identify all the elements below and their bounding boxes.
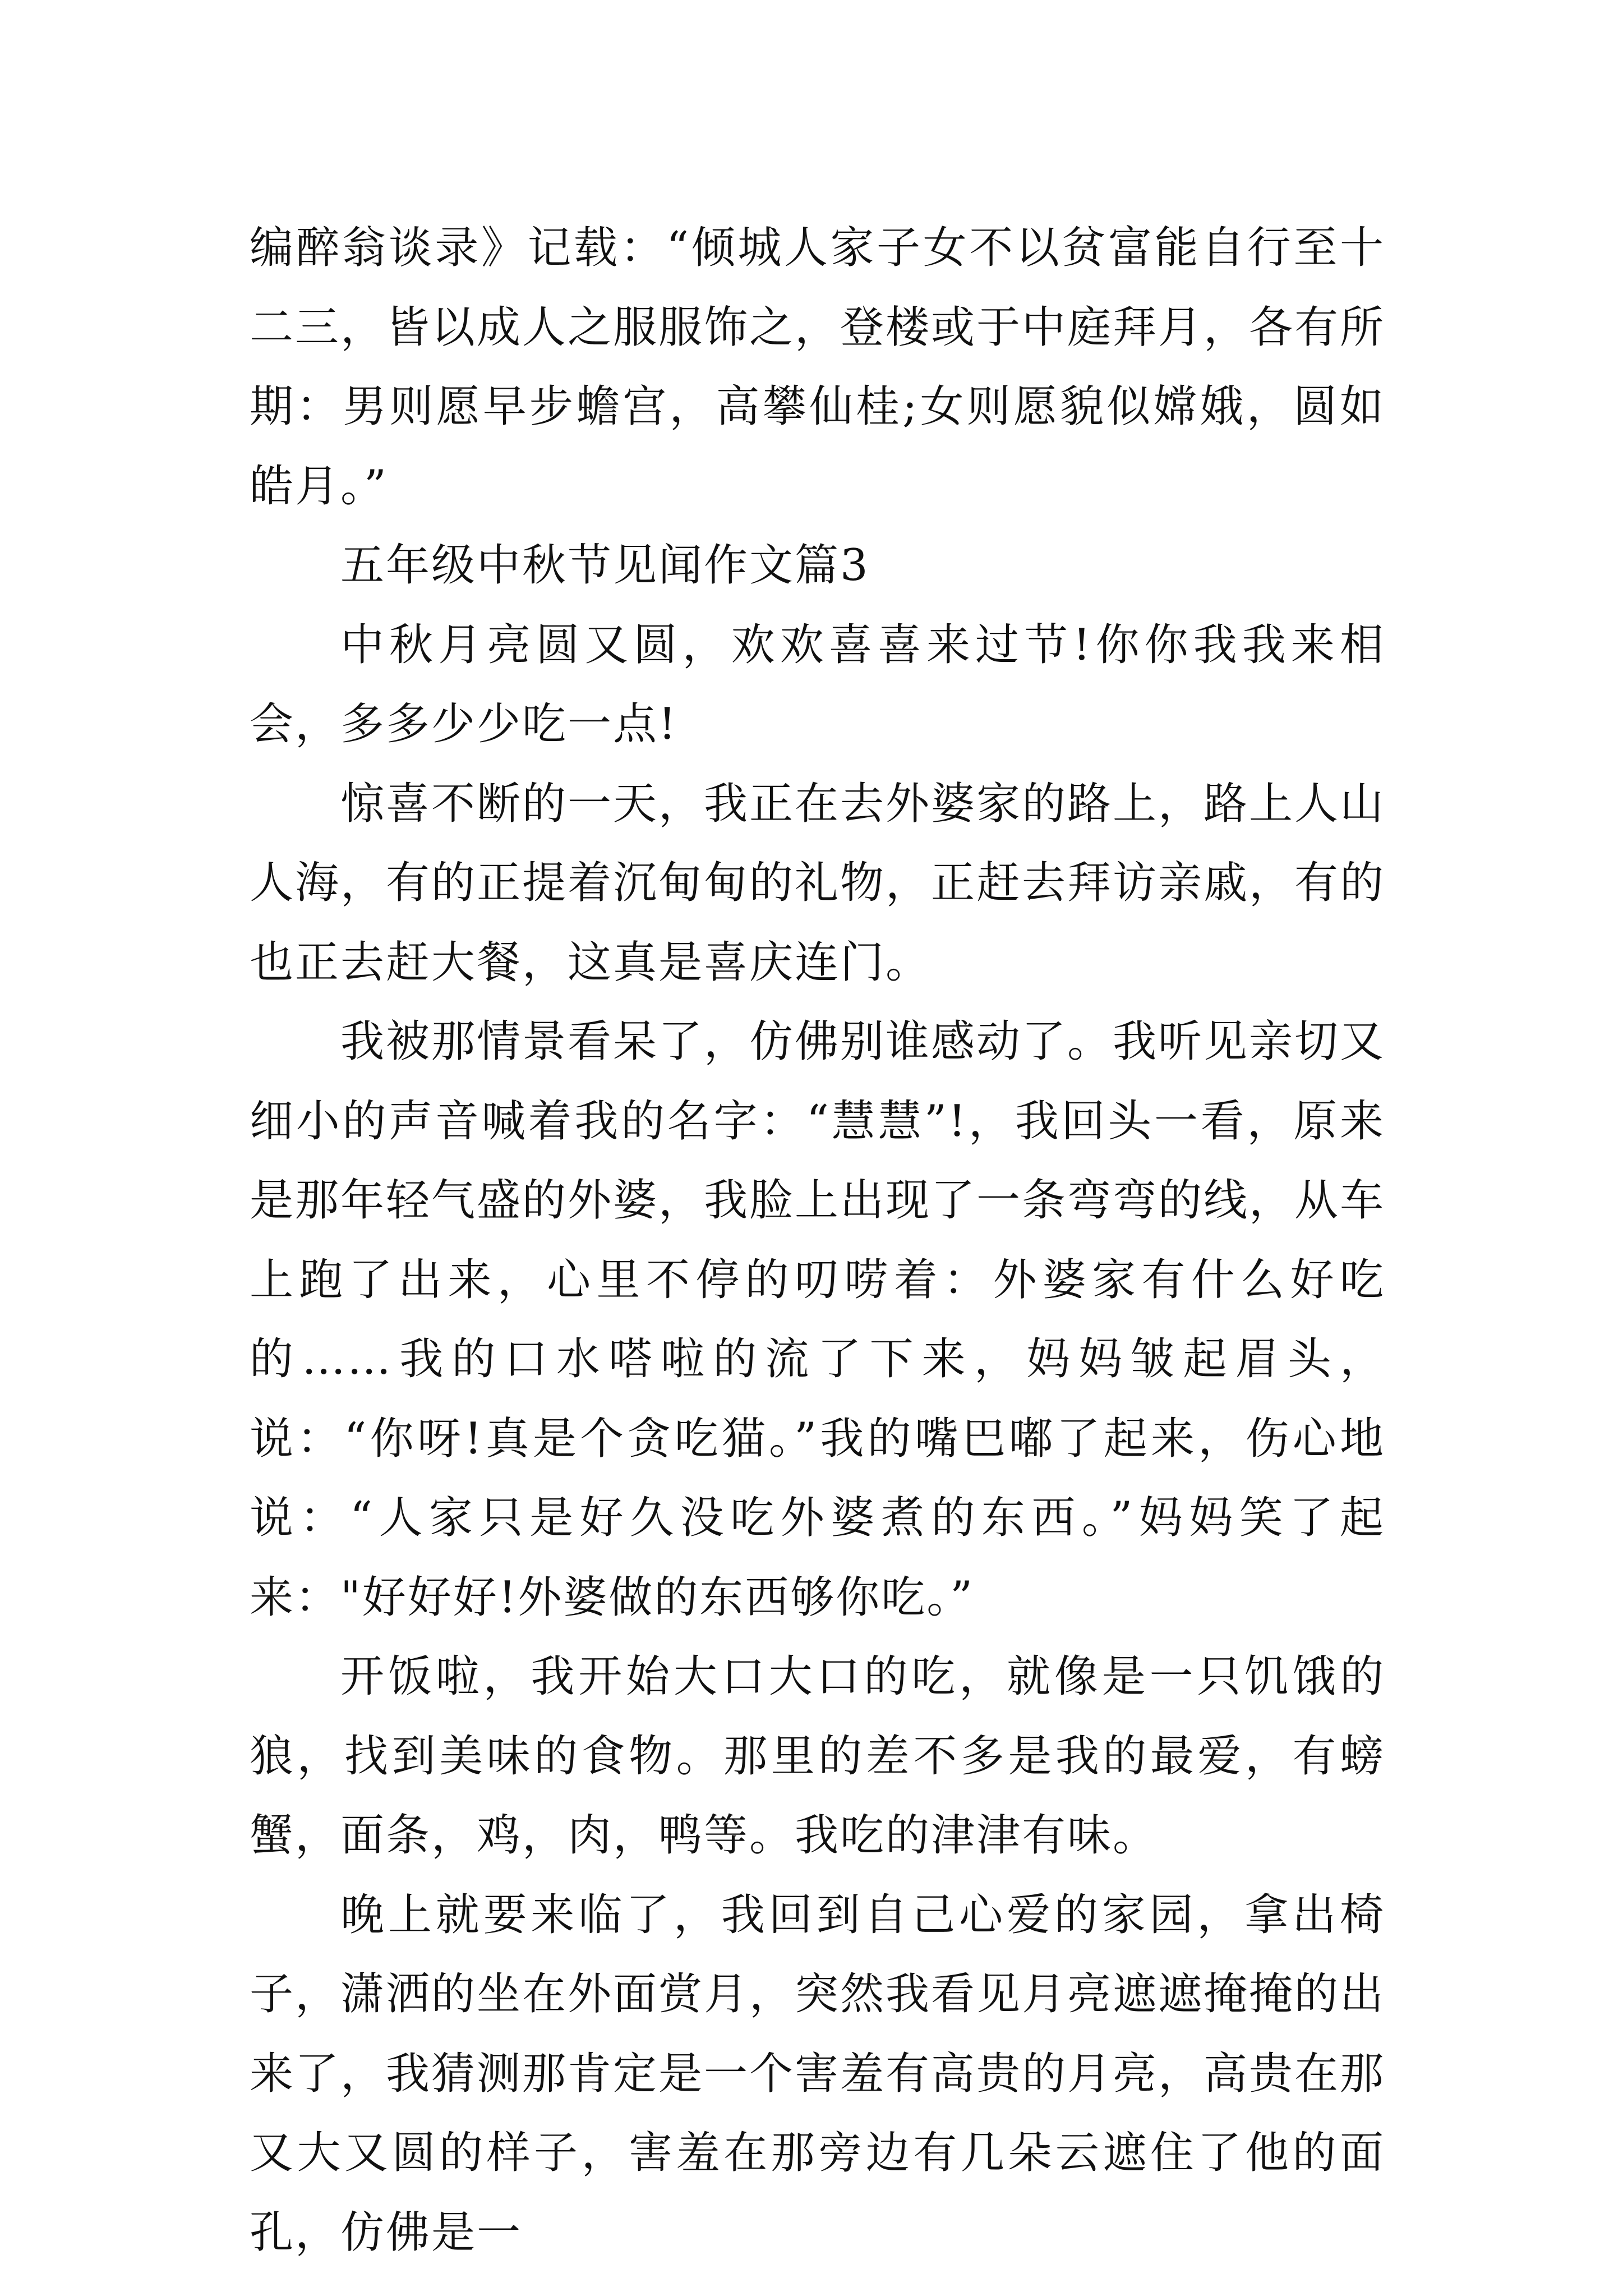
paragraph: 惊喜不断的一天，我正在去外婆家的路上，路上人山人海，有的正提着沉甸甸的礼物，正赶去拜访亲戚，有的也正去赶大餐，这真是喜庆连门。 — [250, 778, 1386, 988]
paragraph-continuation: 编醉翁谈录》记载：“倾城人家子女不以贫富能自行至十二三，皆以成人之服服饰之，登楼或于中庭拜月，各有所期：男则愿早步蟾宫，高攀仙桂;女则愿貌似嫦娥，圆如皓月。” — [250, 223, 1386, 512]
paragraph: 中秋月亮圆又圆，欢欢喜喜来过节!你你我我来相会，多多少少吃一点! — [250, 619, 1385, 749]
paragraph: 晚上就要来临了，我回到自己心爱的家园，拿出椅子，潇洒的坐在外面赏月，突然我看见月亮遮遮掩掩的出来了，我猜测那肯定是一个害羞有高贵的月亮，高贵在那又大又圆的样子，害羞在那旁边有几朵云遮住了他的面孔，仿佛是一 — [250, 1889, 1386, 2258]
paragraph: 开饭啦，我开始大口大口的吃，就像是一只饥饿的狼，找到美味的食物。那里的差不多是我的最爱，有螃蟹，面条，鸡，肉，鸭等。我吃的津津有味。 — [250, 1651, 1385, 1861]
paragraph: 我被那情景看呆了，仿佛别谁感动了。我听见亲切又细小的声音喊着我的名字：“慧慧”!，我回头一看，原来是那年轻气盛的外婆，我脸上出现了一条弯弯的线，从车上跑了出来，心里不停的叨唠着：外婆家有什么好吃的……我的口水嗒啦的流了下来，妈妈皱起眉头，说：“你呀!真是个贪吃猫。”我的嘴巴嘟了起来，伤心地说：“人家只是好久没吃外婆煮的东西。”妈妈笑了起来："好好好!外婆做的东西够你吃。” — [250, 1016, 1386, 1623]
document-body — [250, 209, 1385, 2272]
section-heading: 五年级中秋节见闻作文篇3 — [340, 540, 870, 591]
